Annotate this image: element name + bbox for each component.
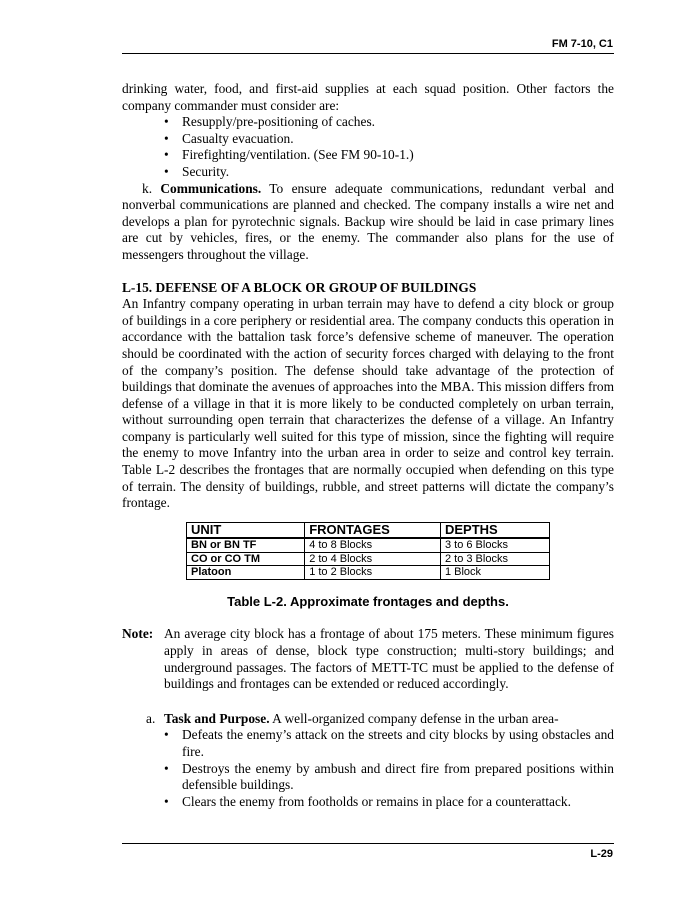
list-item: • Security.	[164, 163, 230, 179]
page-number: L-29	[590, 848, 613, 860]
note-label: Note:	[122, 626, 154, 642]
column-header: DEPTHS	[440, 522, 549, 538]
bullet-icon: •	[164, 760, 169, 776]
list-item: • Firefighting/ventilation. (See FM 90-10-1.)	[164, 147, 414, 163]
table-cell: 4 to 8 Blocks	[305, 538, 441, 552]
table-cell: 3 to 6 Blocks	[440, 538, 549, 552]
intro-bullet-list	[122, 114, 614, 180]
table-cell: 2 to 4 Blocks	[305, 552, 441, 566]
paragraph-letter: a.	[146, 710, 156, 726]
paragraph-text: A well-organized company defense in the urban area-	[269, 710, 559, 726]
footer-rule	[122, 843, 614, 844]
table-header-row	[187, 522, 550, 538]
bullet-icon: •	[164, 163, 169, 179]
paragraph-title: Communications.	[160, 180, 262, 196]
task-purpose-paragraph	[122, 711, 614, 728]
table-cell: 1 Block	[440, 566, 549, 580]
list-item: • Defeats the enemy’s attack on the streets and city blocks by using obstacles and fire.	[164, 727, 614, 759]
table-cell: BN or BN TF	[187, 538, 305, 552]
table-row	[187, 566, 550, 580]
paragraph-title: Task and Purpose.	[164, 710, 270, 726]
table-cell: 1 to 2 Blocks	[305, 566, 441, 580]
task-purpose-bullet-list	[122, 727, 614, 810]
list-item: • Clears the enemy from footholds or remains in place for a counterattack.	[164, 793, 571, 809]
bullet-icon: •	[164, 727, 169, 743]
table-cell: Platoon	[187, 566, 305, 580]
note-block	[122, 626, 614, 692]
paragraph-text: To ensure adequate communications, redundant verbal and nonverbal communications are planned and checked. The company installs a wire net and develops a plan for pyrotechnic signals. Backup wire should be laid in case primary lines are cut by vehicles, fires, or the enemy. The commander also plans for the use of messengers throughout the village.	[122, 180, 614, 262]
bullet-icon: •	[164, 793, 169, 809]
paragraph-letter: k.	[142, 180, 153, 196]
page-content	[122, 81, 614, 810]
header-rule	[122, 53, 614, 54]
note-text: An average city block has a frontage of about 175 meters. These minimum figures apply in areas of dense, block type construction; multi-story buildings; and underground passages. The factors of METT-TC must be applied to the defense of buildings and frontages can be extended or reduced accordingly.	[164, 626, 614, 692]
table-caption: Table L-2. Approximate frontages and depths.	[227, 593, 509, 609]
bullet-icon: •	[164, 130, 169, 146]
table-cell: 2 to 3 Blocks	[440, 552, 549, 566]
table-row	[187, 552, 550, 566]
bullet-icon: •	[164, 114, 169, 130]
table-cell: CO or CO TM	[187, 552, 305, 566]
section-body: An Infantry company operating in urban terrain may have to defend a city block or group of buildings in a core periphery or residential area. The company conducts this operation in accordance with the battalion task force’s defensive scheme of maneuver. The operation should be coordinated with the action of security forces charged with delaying to the front of the company’s position. The defense should take advantage of the protection of buildings that dominate the avenues of approaches into the MBA. This mission differs from defense of a village in that it is more likely to be conducted completely on urban terrain, without surrounding open terrain that characterizes the defense of a village. An Infantry company is particularly well suited for this type of mission, since the fighting will require the enemy to move Infantry into the urban area in order to seize and control key terrain. Table L-2 describes the frontages that are normally occupied when defending on this type of terrain. The density of buildings, rubble, and street patterns will dictate the company’s frontage.	[122, 296, 614, 511]
column-header: UNIT	[187, 522, 305, 538]
table-row	[187, 538, 550, 552]
frontages-table	[186, 522, 550, 580]
bullet-icon: •	[164, 147, 169, 163]
list-item: • Destroys the enemy by ambush and direct fire from prepared positions within defensible buildings.	[164, 760, 614, 793]
column-header: FRONTAGES	[305, 522, 441, 538]
section-heading: L-15. DEFENSE OF A BLOCK OR GROUP OF BUILDINGS	[122, 279, 477, 295]
list-item: • Resupply/pre-positioning of caches.	[164, 114, 376, 130]
intro-paragraph: drinking water, food, and first-aid supplies at each squad position. Other factors the company commander must consider are:	[122, 81, 614, 113]
communications-paragraph	[122, 181, 614, 264]
list-item: • Casualty evacuation.	[164, 130, 294, 146]
document-id: FM 7-10, C1	[551, 38, 613, 50]
